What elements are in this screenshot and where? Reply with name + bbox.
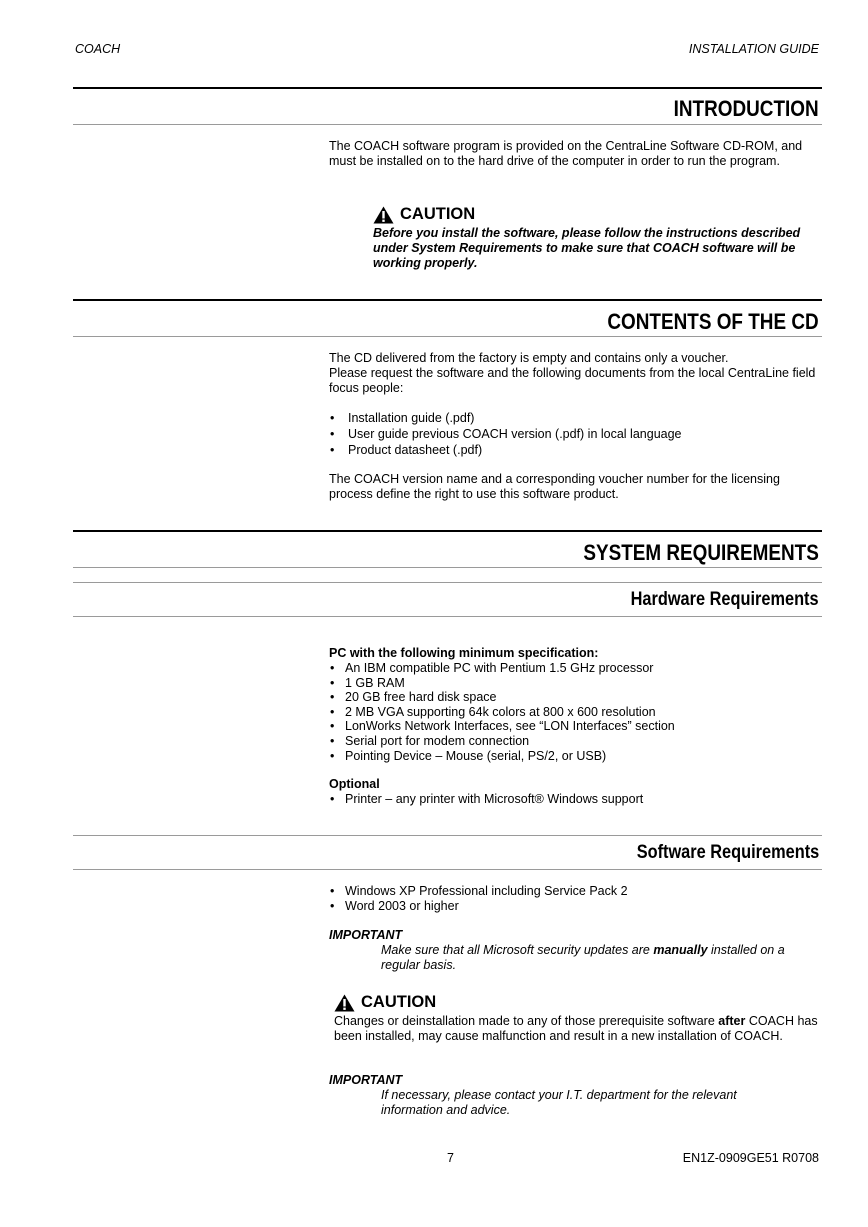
important-text: If necessary, please contact your I.T. department for the relevant information and advice. (381, 1088, 737, 1117)
section-divider (73, 336, 822, 337)
section-rule (73, 530, 822, 532)
section-rule (73, 87, 822, 89)
list-item: • User guide previous COACH version (.pdf) in local language (329, 426, 819, 442)
caution-text: Changes or deinstallation made to any of those prerequisite software after COACH has been installed, may cause malfunction and result in a new installation of COACH. (334, 1014, 818, 1043)
document-code: EN1Z-0909GE51 R0708 (682, 1151, 819, 1165)
list-item: • Windows XP Professional including Service Pack 2 (329, 884, 819, 899)
list-item: • Printer – any printer with Microsoft® Windows support (329, 792, 819, 807)
hardware-heading: Hardware Requirements (631, 589, 819, 610)
list-item: • 2 MB VGA supporting 64k colors at 800 x 600 resolution (329, 705, 819, 720)
section-divider (73, 124, 822, 125)
header-left: COACH (75, 42, 121, 56)
header-right: INSTALLATION GUIDE (688, 42, 819, 56)
optional-heading: Optional (329, 777, 380, 791)
important-label: IMPORTANT (329, 1073, 403, 1087)
important-note (329, 928, 819, 973)
contents-intro-line2: Please request the software and the following documents from the local CentraLine field focus people: (329, 366, 816, 395)
subsection-rule (73, 582, 822, 583)
list-item: • Serial port for modem connection (329, 734, 819, 749)
caution-box (373, 205, 803, 271)
caution-box (334, 993, 820, 1044)
contents-list (329, 410, 819, 458)
list-item: • Product datasheet (.pdf) (329, 442, 819, 458)
important-label: IMPORTANT (329, 928, 403, 942)
subsection-divider (73, 616, 822, 617)
contents-closing: The COACH version name and a corresponding voucher number for the licensing process define the right to use this software product. (329, 472, 780, 501)
software-heading: Software Requirements (636, 842, 819, 863)
subsection-divider (73, 869, 822, 870)
list-item: • An IBM compatible PC with Pentium 1.5 GHz processor (329, 661, 819, 676)
important-note (329, 1073, 819, 1118)
contents-intro-line1: The CD delivered from the factory is empty and contains only a voucher. (329, 351, 729, 365)
list-item: • 20 GB free hard disk space (329, 690, 819, 705)
page-number: 7 (447, 1151, 454, 1165)
optional-list (329, 792, 819, 807)
list-item: • Word 2003 or higher (329, 899, 819, 914)
list-item: • 1 GB RAM (329, 676, 819, 691)
contents-heading: CONTENTS OF THE CD (607, 309, 819, 334)
hardware-list (329, 661, 819, 763)
hardware-spec-heading: PC with the following minimum specification: (329, 646, 599, 660)
caution-text: Before you install the software, please follow the instructions described under System Requirements to make sure that COACH software will be working properly. (373, 226, 801, 270)
software-list (329, 884, 819, 913)
list-item: • LonWorks Network Interfaces, see “LON Interfaces” section (329, 719, 819, 734)
warning-triangle-icon (373, 206, 394, 224)
subsection-rule (73, 835, 822, 836)
section-divider (73, 567, 822, 568)
list-item: • Installation guide (.pdf) (329, 410, 819, 426)
contents-paragraph (329, 351, 819, 396)
warning-triangle-icon (334, 994, 355, 1012)
important-text: Make sure that all Microsoft security updates are manually installed on a regular basis. (381, 943, 785, 972)
introduction-paragraph: The COACH software program is provided on the CentraLine Software CD-ROM, and must be installed on to the hard drive of the computer in order to run the program. (329, 139, 803, 168)
caution-title: CAUTION (400, 205, 476, 223)
list-item: • Pointing Device – Mouse (serial, PS/2, or USB) (329, 749, 819, 764)
caution-title: CAUTION (361, 993, 437, 1011)
system-heading: SYSTEM REQUIREMENTS (583, 540, 819, 565)
section-rule (73, 299, 822, 301)
introduction-heading: INTRODUCTION (673, 96, 819, 121)
